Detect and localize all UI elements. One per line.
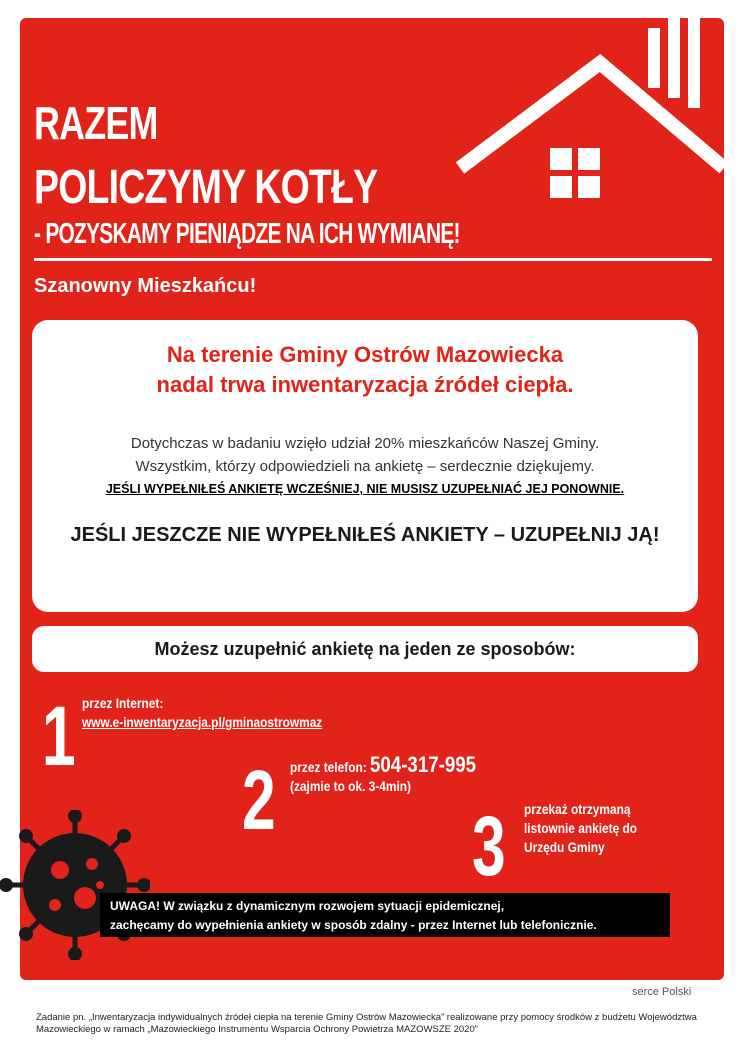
logo-tagline: serce Polski xyxy=(632,986,692,998)
method-3-line-3: Urzędu Gminy xyxy=(524,839,605,855)
card-body xyxy=(32,432,698,478)
method-number-1: 1 xyxy=(42,689,76,783)
warning-line-2: zachęcamy do wypełnienia ankiety w sposób zdalny - przez Internet lub telefonicznie. xyxy=(110,918,597,932)
title-line-1: RAZEM xyxy=(34,97,158,149)
headline-line-1: Na terenie Gminy Ostrów Mazowiecka xyxy=(166,342,564,367)
card-cta: JEŚLI JESZCZE NIE WYPEŁNIŁEŚ ANKIETY – UZUPEŁNIJ JĄ! xyxy=(70,524,660,546)
survey-link[interactable]: www.e-inwentaryzacja.pl/gminaostrowmaz xyxy=(82,714,323,730)
header-divider xyxy=(34,258,712,261)
warning-box xyxy=(100,893,670,937)
card-note: JEŚLI WYPEŁNIŁEŚ ANKIETĘ WCZEŚNIEJ, NIE MUSISZ UZUPEŁNIAĆ JEJ PONOWNIE. xyxy=(105,482,625,496)
mazowsze-logo: Mazowsze. xyxy=(497,950,647,982)
body-line-1: Dotychczas w badaniu wzięło udział 20% mieszkańców Naszej Gminy. xyxy=(130,435,600,452)
virus-icon xyxy=(0,810,150,960)
method-number-3: 3 xyxy=(472,799,506,893)
house-icon xyxy=(420,18,724,258)
method-2-note: (zajmie to ok. 3-4min) xyxy=(290,778,412,794)
title-line-3: - POZYSKAMY PIENIĄDZE NA ICH WYMIANĘ! xyxy=(34,218,460,250)
method-number-2: 2 xyxy=(242,753,276,847)
title-line-2: POLICZYMY KOTŁY xyxy=(34,161,378,214)
method-1-label: przez Internet: xyxy=(82,695,164,711)
greeting: Szanowny Mieszkańcu! xyxy=(34,275,257,297)
info-card xyxy=(32,320,698,612)
card-headline xyxy=(32,340,698,400)
method-2-text xyxy=(290,752,477,796)
method-3-text xyxy=(524,800,637,857)
footer-text: Zadanie pn. „Inwentaryzacja indywidualnych źródeł ciepła na terenie Gminy Ostrów Mazowiecka” realizowane przy pomocy środków z budżetu Województwa Mazowieckiego w ramach „Mazowieckiego Instrumentu Wsparcia Ochrony Powietrza MAZOWSZE 2020” xyxy=(36,1012,697,1035)
body-line-2: Wszystkim, którzy odpowiedzieli na ankietę – serdecznie dziękujemy. xyxy=(135,458,595,475)
method-2-label: przez telefon: xyxy=(290,759,367,775)
warning-line-1: UWAGA! W związku z dynamicznym rozwojem sytuacji epidemicznej, xyxy=(110,899,505,913)
method-1-text xyxy=(82,694,322,732)
method-3-line-2: listownie ankietę do xyxy=(524,820,638,836)
methods-heading: Możesz uzupełnić ankietę na jeden ze sposobów: xyxy=(32,626,698,672)
phone-number[interactable]: 504-317-995 xyxy=(370,752,477,777)
headline-line-2: nadal trwa inwentaryzacja źródeł ciepła. xyxy=(156,372,574,397)
method-3-line-1: przekaż otrzymaną xyxy=(524,801,631,817)
